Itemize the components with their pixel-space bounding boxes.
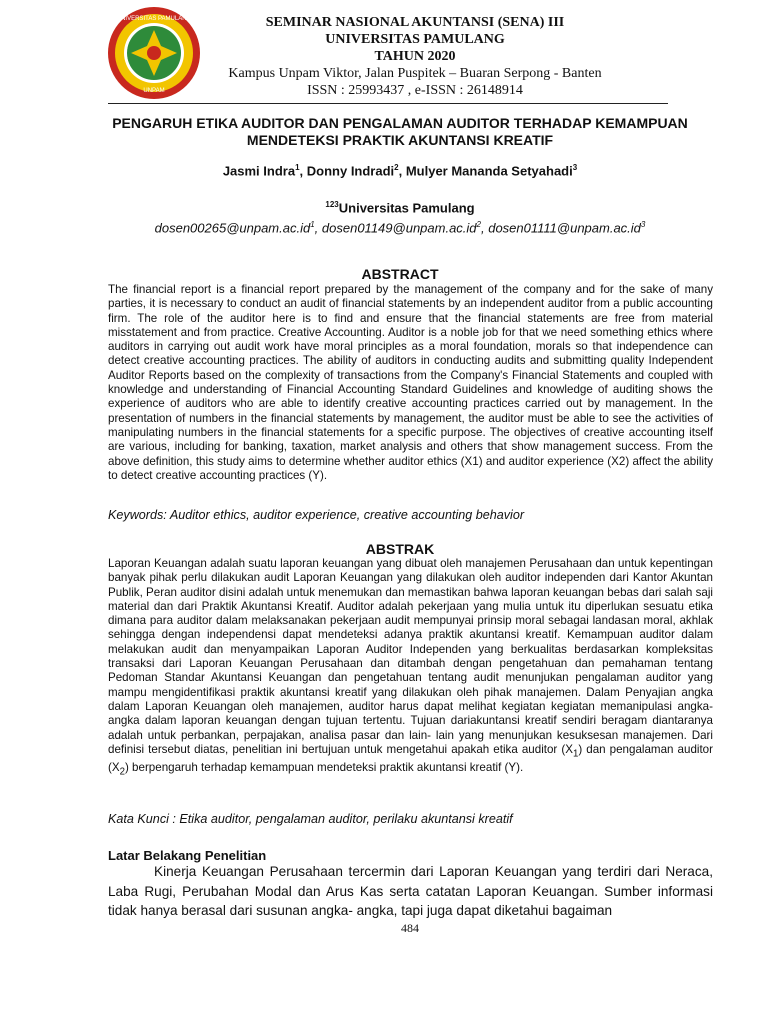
email-mark: 2 [476, 220, 481, 229]
x2-subscript: 2 [119, 766, 125, 778]
abstrak-keywords: Kata Kunci : Etika auditor, pengalaman auditor, perilaku akuntansi kreatif [108, 812, 513, 826]
email-link[interactable]: dosen01149@unpam.ac.id [321, 220, 477, 236]
email-mark: 3 [640, 220, 646, 229]
paper-header [0, 0, 768, 104]
abstract-keywords: Keywords: Auditor ethics, auditor experience, creative accounting behavior [108, 508, 525, 522]
seminar-name: SEMINAR NASIONAL AKUNTANSI (SENA) III [265, 15, 565, 30]
title-line-2: MENDETEKSI PRAKTIK AKUNTANSI KREATIF [246, 132, 554, 148]
email-link[interactable]: dosen00265@unpam.ac.id [154, 220, 311, 236]
abstrak-heading: ABSTRAK [365, 541, 435, 557]
title-line-1: PENGARUH ETIKA AUDITOR DAN PENGALAMAN AUDITOR TERHADAP KEMAMPUAN [112, 115, 688, 131]
author-name: Mulyer Mananda Setyahadi [405, 163, 573, 179]
abstrak-text-part: Laporan Keuangan adalah suatu laporan keuangan yang dibuat oleh manajemen Perusahaan dan untuk kepentingan banyak pihak perlu dilakukan audit Laporan Keuangan yang dilakukan oleh auditor independen dari Kantor Akuntan Publik, Peran auditor disini adalah untuk menemukan dan memastikan bahwa laporan keuangan bebas dari salah saji material dan dari Praktik Akuntansi Kreatif. Auditor adalah pekerjaan yang mulia untuk itu diperlukan sesuatu etika dimana para auditor dalam melaksanakan pekerjaan audit mempunyai prinsip moral sebagai landasan moral, akhlak sehingga dengan independensi dapat mendeteksi adanya praktik akuntansi kreatif. Kemampuan auditor dalam melakukan audit dan menyampaikan Laporan Auditor Independen yang berkualitas berdasarkan kompleksitas transaksi dari Laporan Keuangan Perusahaan dan ditambah dengan pengetahuan dan pemahaman tentang Pedoman Standar Akuntansi Keuangan dan pengetahuan tentang audit menunjukan pengalaman auditor yang mampu mengidentifikasi praktik akuntansi kreatif yang dilakukan oleh pihak manajemen. Dalam Penyajian angka dalam Laporan Keuangan oleh manajemen, auditor harus dapat melihat kegiatan kegiatan memanipulasi angka-angka dalam laporan keuangan dengan tujuan tertentu. Tujuan dariakuntansi kreatif sendiri beragam diantaranya adalah untuk perbankan, perpajakan, analisa pasar dan lain- lain yang menunjukan kesuksesan manajemen. Dari definisi tersebut diatas, penelitian ini bertujuan untuk mengetahui apakah etika auditor (X [108, 557, 713, 756]
author-list: Jasmi Indra$^1$, Donny Indradi$^2$, Mulyer Mananda Setyahadi$^3$ [222, 163, 578, 179]
university-name: UNIVERSITAS PAMULANG [325, 32, 505, 47]
paper-title [100, 115, 700, 149]
affiliation [100, 200, 700, 215]
abstrak-text [108, 557, 713, 780]
issn: ISSN : 25993437 , e-ISSN : 26148914 [307, 83, 523, 98]
logo-text-top: UNIVERSITAS PAMULANG [116, 16, 192, 22]
abstract-heading: ABSTRACT [361, 266, 439, 282]
header-divider [108, 103, 668, 104]
section-heading: Latar Belakang Penelitian [108, 848, 267, 863]
email-mark: 1 [310, 220, 315, 229]
university-logo [107, 6, 201, 100]
page-number: 484 [401, 921, 419, 935]
x1-subscript: 1 [572, 748, 579, 760]
section-body: Kinerja Keuangan Perusahaan tercermin dari Laporan Keuangan yang terdiri dari Neraca, Laba Rugi, Perubahan Modal dan Arus Kas serta catatan Laporan Keuangan. Sumber informasi tidak hanya berasal dari susunan angka- angka, tapi juga dapat diketahui bagaiman [108, 864, 713, 918]
abstrak-text-part: ) dan pengalaman auditor (X [108, 742, 713, 775]
affiliation-mark: 123 [325, 200, 339, 209]
logo-text-bottom: UNPAM [143, 88, 165, 94]
affiliation-name: Universitas Pamulang [338, 200, 475, 216]
seminar-year: TAHUN 2020 [374, 49, 456, 64]
abstrak-text-part: ) berpengaruh terhadap kemampuan mendeteksi praktik akuntansi kreatif (Y). [124, 761, 524, 775]
header-text [200, 14, 630, 99]
abstract-text: The financial report is a financial report prepared by the management of the company and for the sake of many parties, it is necessary to conduct an audit of financial statements by an independent auditor from a public accounting firm. The role of the auditor here is to find and ensure that the financial statements are free from material misstatement and from practice. Creative Accounting. Auditor is a noble job for that we need something ethics where auditors in carrying out audit work have moral principles as a moral foundation, morals so that independence can detect creative accounting practices. The ability of auditors in conducting audits and submitting quality Independent Auditor Reports based on the complexity of transactions from the Company's Financial Statements and coupled with knowledge and understanding of Financial Accounting Standard Guidelines and knowledge of auditing shows the experience of auditors who are able to identify creative accounting practices carried out by management. In the presentation of numbers in the financial statements by management, the auditor must be able to see the activities of manipulating numbers in the financial statements for a specific purpose. The objectives of creative accounting itself are various, including for banking, taxation, market analysis and others that show management success. From the above definition, this study aims to determine whether auditor ethics (X1) and auditor experience (X2) affect the ability to detect creative accounting practices (Y). [108, 283, 713, 482]
author-mark: 2 [394, 163, 399, 172]
author-name: Donny Indradi [306, 163, 395, 179]
author-name: Jasmi Indra [222, 163, 296, 179]
email-list: $dosen00265@unpam.ac.id^1$, $dosen01149@unpam.ac.id^2$, $dosen01111@unpam.ac.id^3$ [154, 220, 646, 236]
email-link[interactable]: dosen01111@unpam.ac.id [488, 220, 641, 236]
author-mark: 3 [572, 163, 578, 172]
campus-address: Kampus Unpam Viktor, Jalan Puspitek – Buaran Serpong - Banten [228, 66, 602, 81]
author-mark: 1 [295, 163, 300, 172]
